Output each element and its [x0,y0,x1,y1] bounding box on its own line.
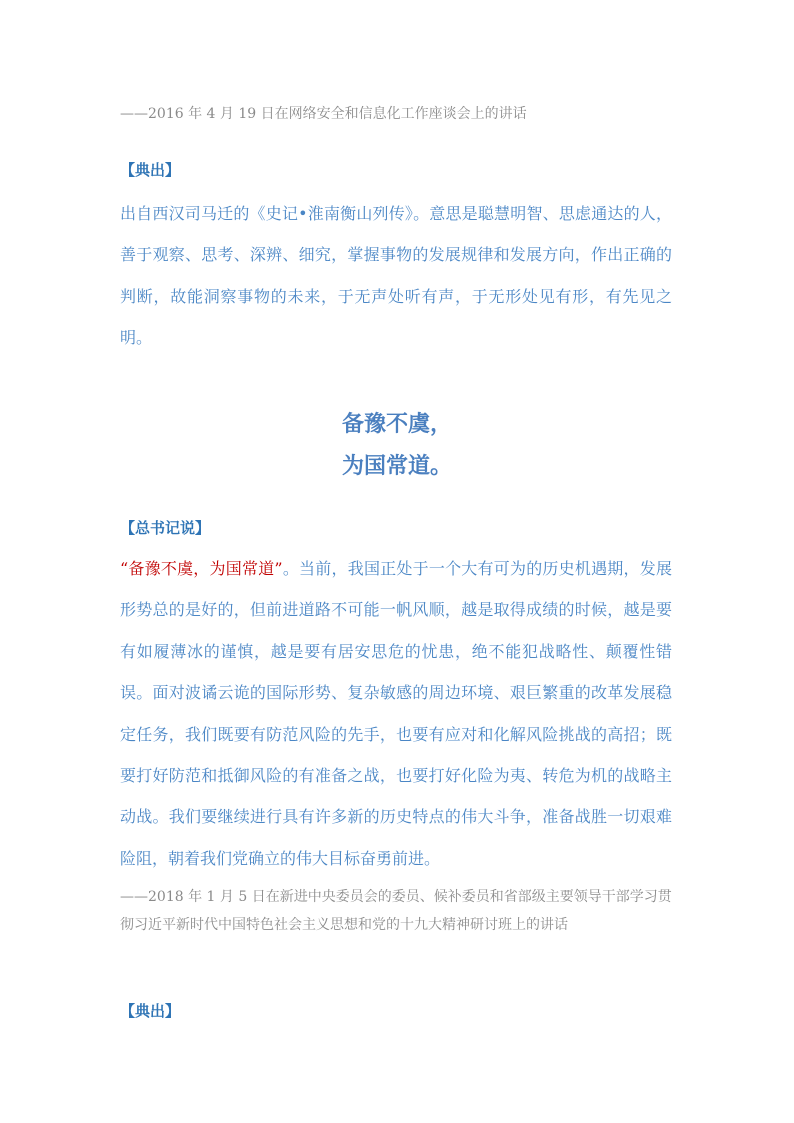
origin-heading-2: 【典出】 [120,1002,181,1020]
speech-source-2016: ——2016 年 4 月 19 日在网络安全和信息化工作座谈会上的讲话 [120,106,527,122]
title-line-1: 备豫不虞， [341,412,452,437]
origin-paragraph: 出自西汉司马迁的《史记•淮南衡山列传》。意思是聪慧明智、思虑通达的人，善于观察、思考、深辨、细究，掌握事物的发展规律和发展方向，作出正确的判断，故能洞察事物的未来，于无声处听有声，于无形处见有形，有先见之明。 [120,204,672,348]
highlighted-quote: “备豫不虞，为国常道” [120,559,283,578]
speech-heading: 【总书记说】 [120,519,211,537]
speech-body-text: 。当前，我国正处于一个大有可为的历史机遇期，发展形势总的是好的，但前进道路不可能一帆风顺，越是取得成绩的时候，越是要有如履薄冰的谨慎，越是要有居安思危的忧患，绝不能犯战略性、颠覆性错误。面对波谲云诡的国际形势、复杂敏感的周边环境、艰巨繁重的改革发展稳定任务，我们既要有防范风险的先手，也要有应对和化解风险挑战的高招；既要打好防范和抵御风险的有准备之战，也要打好化险为夷、转危为机的战略主动战。我们要继续进行具有许多新的历史特点的伟大斗争，准备战胜一切艰难险阻，朝着我们党确立的伟大目标奋勇前进。 [120,559,672,868]
speech-source-2018: ——2018 年 1 月 5 日在新进中央委员会的委员、候补委员和省部级主要领导干部学习贯彻习近平新时代中国特色社会主义思想和党的十九大精神研讨班上的讲话 [120,889,672,933]
speech-paragraph [120,548,672,879]
title-line-2: 为国常道。 [341,454,452,479]
origin-heading: 【典出】 [120,161,181,179]
